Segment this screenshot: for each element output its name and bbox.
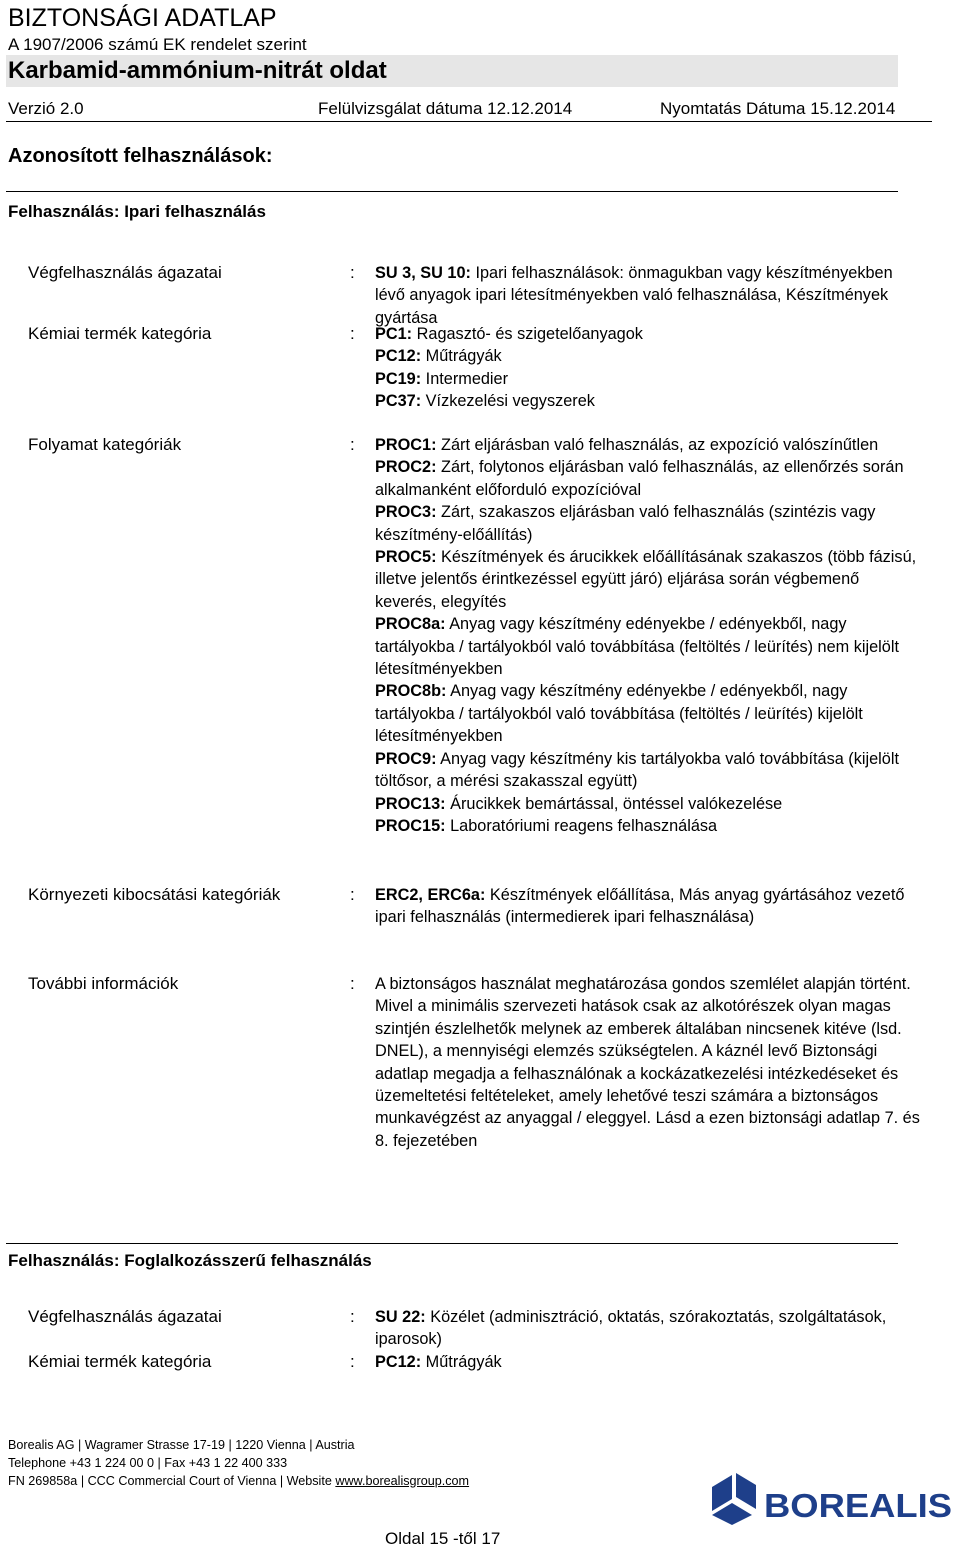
colon-separator: : <box>350 1352 355 1371</box>
item-code: PROC1: <box>375 436 437 454</box>
use1-row-label: Környezeti kibocsátási kategóriák <box>28 885 281 904</box>
use1-row-value <box>375 434 920 837</box>
borealis-logo-mark <box>710 1473 955 1525</box>
value-item <box>375 345 920 367</box>
colon-separator: : <box>350 263 355 282</box>
use1-row-value <box>375 884 920 929</box>
item-text: Laboratóriumi reagens felhasználása <box>445 816 718 835</box>
borealis-logo <box>710 1473 955 1525</box>
item-code: PROC8a: <box>375 615 446 634</box>
regulation-line: A 1907/2006 számú EK rendelet szerint <box>8 35 307 54</box>
value-item <box>375 434 920 456</box>
colon-separator: : <box>350 324 355 343</box>
footer-registration <box>8 1473 469 1491</box>
revision-date: Felülvizsgálat dátuma 12.12.2014 <box>318 99 573 118</box>
value-item <box>375 793 920 815</box>
use1-row-label: További információk <box>28 974 179 993</box>
use1-row-value <box>375 262 920 329</box>
item-code: PROC9: <box>375 749 437 768</box>
colon-separator: : <box>350 885 355 904</box>
company-footer <box>8 1437 469 1490</box>
item-code: PROC15: <box>375 816 446 835</box>
item-text: Zárt, folytonos eljárásban való felhasználás, az ellenőrzés során alkalmanként előforduló expozícióval <box>375 458 904 499</box>
item-text: Anyag vagy készítmény edényekbe / edényekből, nagy tartályokba / tartályokból való továbbítása (feltöltés / leürítés) nem kijelölt létesítményekben <box>375 615 899 679</box>
item-code: PC12: <box>375 347 422 366</box>
item-code: PC19: <box>375 369 422 388</box>
colon-separator: : <box>350 435 355 454</box>
value-item <box>375 262 920 329</box>
colon-separator: : <box>350 974 355 993</box>
page-number: Oldal 15 -től 17 <box>385 1529 501 1548</box>
item-code: PROC3: <box>375 503 437 522</box>
value-item <box>375 1351 920 1373</box>
item-code: PC12: <box>375 1353 422 1371</box>
item-text: Vízkezelési vegyszerek <box>421 392 595 411</box>
value-item <box>375 501 920 546</box>
use1-row-value <box>375 973 920 1152</box>
use2-row-value <box>375 1351 920 1373</box>
item-code: PROC5: <box>375 548 437 567</box>
use1-heading: Felhasználás: Ipari felhasználás <box>8 202 266 221</box>
item-text: Ipari felhasználások: önmagukban vagy készítményekben lévő anyagok ipari létesítményekben való felhasználása, Készítmények gyártása <box>375 264 893 327</box>
version: Verzió 2.0 <box>8 99 84 118</box>
item-text: Intermedier <box>421 369 509 388</box>
value-item <box>375 884 920 929</box>
item-code: PC37: <box>375 392 422 411</box>
item-text: Ragasztó- és szigetelőanyagok <box>412 325 643 343</box>
value-item <box>375 368 920 390</box>
header-divider <box>6 121 932 122</box>
use2-top-rule <box>6 1243 898 1244</box>
website-link[interactable]: www.borealisgroup.com <box>335 1473 470 1488</box>
item-code: SU 22: <box>375 1308 426 1326</box>
value-item <box>375 390 920 412</box>
item-text: A biztonságos használat meghatározása gondos szemlélet alapján történt. Mivel a minimális szervezeti hatások csak az alkotórészek olyan magas szintjén észlelhetők melynek az emberek általában nincsenek kitéve (lsd. DNEL), a mennyiségi elemzés szükségtelen. A káznél levő Biztonsági adatlap megadja a felhasználónak a kockázatkezelési intézkedéseket és üzemeltetési feltételeket, amely lehetővé teszi számára a biztonságos munkavégzést az anyaggal / eleggyel. Lásd a ezen biztonsági adatlap 7. és 8. fejezetében <box>375 975 920 1150</box>
use1-row-label: Folyamat kategóriák <box>28 435 182 454</box>
value-item <box>375 973 920 1152</box>
use1-row-value <box>375 323 920 413</box>
footer-contact: Telephone +43 1 224 00 0 | Fax +43 1 22 400 333 <box>8 1455 288 1470</box>
item-text: Készítmények és árucikkek előállításának szakaszos (több fázisú, illetve jelentős érintkezéssel együtt járó) eljárása során végbemenő keverés, elegyítés <box>375 548 917 611</box>
logo-wordmark: BOREALIS <box>764 1487 952 1524</box>
item-text: Műtrágyák <box>421 1353 502 1371</box>
use1-row-label: Végfelhasználás ágazatai <box>28 263 222 282</box>
footer-address: Borealis AG | Wagramer Strasse 17-19 | 1220 Vienna | Austria <box>8 1438 355 1452</box>
item-text: Készítmények előállítása, Más anyag gyártásához vezető ipari felhasználás (intermedierek ipari felhasználása) <box>375 886 905 927</box>
product-name: Karbamid-ammónium-nitrát oldat <box>8 57 387 84</box>
item-text: Közélet (adminisztráció, oktatás, szórakoztatás, szolgáltatások, iparosok) <box>375 1308 887 1349</box>
item-text: Anyag vagy készítmény edényekbe / edényekből, nagy tartályokba / tartályokból való továbbítása (feltöltés / leürítés) kijelölt létesítményekben <box>375 682 863 746</box>
item-code: PROC13: <box>375 794 446 813</box>
item-code: PC1: <box>375 325 413 343</box>
use1-row-label: Kémiai termék kategória <box>28 324 212 343</box>
value-item <box>375 323 920 345</box>
use2-row-value <box>375 1306 920 1351</box>
use1-top-rule <box>6 191 898 192</box>
value-item <box>375 546 920 613</box>
item-code: SU 3, SU 10: <box>375 264 471 282</box>
colon-separator: : <box>350 1307 355 1326</box>
value-item <box>375 456 920 501</box>
item-code: PROC8b: <box>375 682 447 701</box>
use2-row-label: Végfelhasználás ágazatai <box>28 1307 222 1326</box>
footer-registration-text: FN 269858a | CCC Commercial Court of Vienna | Website <box>8 1473 336 1488</box>
item-code: ERC2, ERC6a: <box>375 886 486 904</box>
use2-row-label: Kémiai termék kategória <box>28 1352 212 1371</box>
item-text: Zárt eljárásban való felhasználás, az expozíció valószínűtlen <box>436 436 879 454</box>
item-code: PROC2: <box>375 458 437 477</box>
value-item <box>375 680 920 747</box>
use2-heading: Felhasználás: Foglalkozásszerű felhasználás <box>8 1251 372 1270</box>
document-type: BIZTONSÁGI ADATLAP <box>8 4 277 32</box>
section-title: Azonosított felhasználások: <box>8 145 273 167</box>
value-item <box>375 1306 920 1351</box>
value-item <box>375 613 920 680</box>
value-item <box>375 748 920 793</box>
item-text: Anyag vagy készítmény kis tartályokba való továbbítása (kijelölt töltősor, a mérési szakasszal együtt) <box>375 749 899 791</box>
value-item <box>375 815 920 837</box>
item-text: Zárt, szakaszos eljárásban való felhasználás (szintézis vagy készítmény-előállítás) <box>375 503 876 544</box>
print-date: Nyomtatás Dátuma 15.12.2014 <box>660 99 896 118</box>
item-text: Árucikkek bemártással, öntéssel valókezelése <box>445 794 783 813</box>
item-text: Műtrágyák <box>421 347 502 366</box>
